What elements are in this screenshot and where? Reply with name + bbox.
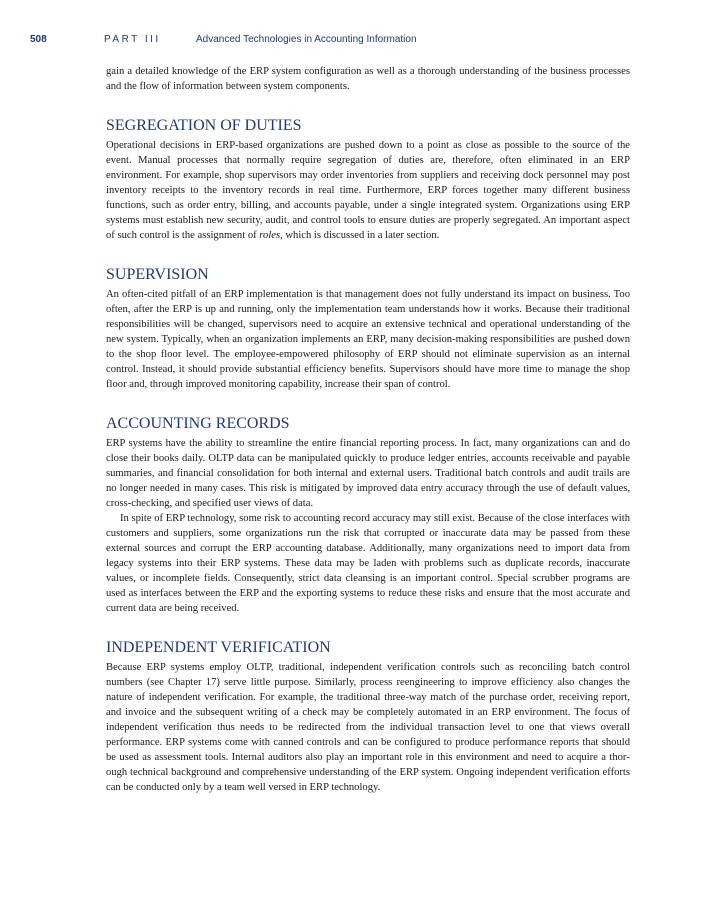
segregation-paragraph [106, 138, 630, 243]
page-body [106, 64, 630, 795]
running-head [30, 34, 650, 45]
supervision-paragraph: An often-cited pitfall of an ERP implementation is that management does not fully understand its impact on business. Too often, after the ERP is up and running, only the implementation team understands how it works. Because their traditional responsibilities will be changed, supervisors need to acquire an extensive technical and operational understanding of the new system. Typically, when an organization implements an ERP, many decision-making responsibilities are pushed down to the shop floor level. The employee-empowered philosophy of ERP should not eliminate supervision as an internal control. Instead, it should provide substantial efficiency benefits. Supervisors should have more time to manage the shop floor and, through improved monitoring capability, increase their span of control. [106, 289, 630, 390]
part-label: PART III [104, 34, 161, 45]
segregation-emphasis-roles: roles [259, 230, 281, 241]
page-number: 508 [30, 34, 47, 45]
intro-paragraph: gain a detailed knowledge of the ERP system configuration as well as a thorough understanding of the business processes and the flow of information between system components. [106, 66, 630, 92]
segregation-text-a: Operational decisions in ERP-based organizations are pushed down to a point as close as possible to the source of the event. Manual processes that normally require segregation of duties are, therefore, often eliminated in an ERP environment. For example, shop supervisors may order inventories from suppliers and receiving dock personnel may post inventory receipts to the inventory records in real time. Furthermore, ERP forces together many different business functions, such as order entry, billing, and accounts payable, under a single integrated system. Organizations using ERP systems must establish new security, audit, and control tools to ensure duties are properly segregated. An important aspect of such control is the assignment of [106, 140, 630, 241]
accounting-records-paragraph-1: ERP systems have the ability to streamline the entire financial reporting process. In fact, many organizations can and do close their books daily. OLTP data can be manipulated quickly to produce ledger entries, accounts receivable and payable summaries, and financial consolidation for both internal and external users. Traditional batch controls and audit trails are no longer needed in many cases. This risk is mitigated by improved data entry accuracy through the use of default values, cross-checking, and specified user views of data. [106, 438, 630, 509]
accounting-records-paragraph-2: In spite of ERP technology, some risk to accounting record accuracy may still exist. Because of the close interfaces with customers and suppliers, some organizations run the risk that corrupted or inaccurate data may be passed from these external sources and corrupt the ERP accounting database. Additionally, many organizations need to import data from legacy systems into their ERP systems. These data may be laden with problems such as duplicate records, inaccurate values, or incomplete fields. Consequently, strict data cleansing is an important control. Special scrubber programs are used as interfaces between the ERP and the exporting systems to reduce these risks and ensure that the most accurate and current data are being received. [106, 513, 630, 614]
running-title: Advanced Technologies in Accounting Information [196, 34, 417, 45]
section-heading-independent-verification: INDEPENDENT VERIFICATION [106, 639, 331, 656]
section-heading-accounting-records: ACCOUNTING RECORDS [106, 415, 290, 432]
section-heading-supervision: SUPERVISION [106, 266, 209, 283]
independent-verification-paragraph: Because ERP systems employ OLTP, traditional, independent verification controls such as reconciling batch control numbers (see Chapter 17) serve little purpose. Similarly, process reengineering to improve efficiency also changes the nature of independent verification. For example, the traditional three-way match of the purchase order, receiving report, and invoice and the subsequent writing of a check may be completely automated in an ERP environment. The focus of independent verification thus needs to be redirected from the individual transaction level to one that views overall performance. ERP systems come with canned controls and can be configured to produce performance reports that should be used as assessment tools. Internal auditors also play an important role in this environment and need to acquire a thorough technical background and comprehensive understanding of the ERP system. Ongoing independent verification efforts can be conducted only by a team well versed in ERP technology. [106, 662, 630, 793]
section-heading-segregation: SEGREGATION OF DUTIES [106, 117, 302, 134]
segregation-text-b: , which is discussed in a later section. [280, 230, 440, 241]
